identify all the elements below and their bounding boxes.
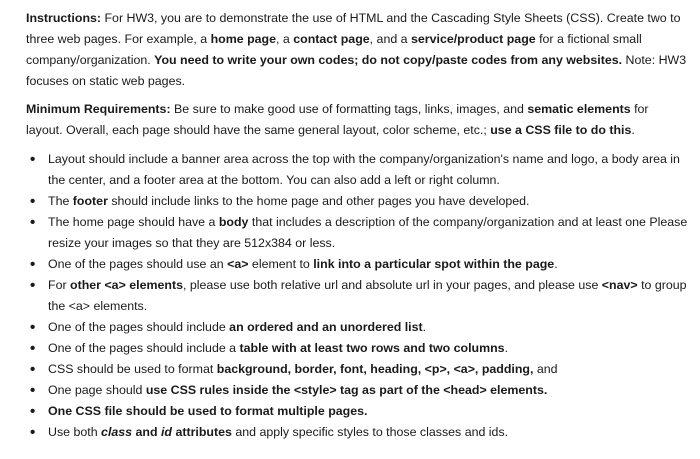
bold-run: link into a particular spot within the page (313, 257, 555, 271)
list-item (26, 212, 688, 254)
list-item (26, 149, 688, 191)
bullet-icon: • (30, 340, 36, 357)
text-run: Use both (48, 425, 102, 439)
bold-run: <a> (227, 257, 249, 271)
text-run: element to (248, 257, 314, 271)
list-item (26, 359, 688, 380)
bold-run: <nav> (601, 278, 638, 292)
text-run: . (422, 320, 427, 334)
text-run: . (631, 123, 635, 137)
text-run: For (48, 278, 71, 292)
list-item (26, 317, 688, 338)
bold-run: background, border, font, heading, <p>, <a>, padding, (216, 362, 534, 376)
bold-italic-run: id (160, 425, 172, 439)
text-run: CSS should be used to format (48, 362, 217, 376)
text-run: Layout should include a banner area across the top with the company/organization's name and logo, a body area in the center, and a footer area at the bottom. You can also add a left or right column. (48, 152, 680, 187)
text-run: that includes a description of the company/organization and at least one Please resize your images so that they are 512x384 or less. (48, 215, 688, 250)
bullet-icon: • (30, 361, 36, 378)
text-run: , please use both relative url and absolute url in your pages, and please use (182, 278, 602, 292)
bold-run: sematic elements (527, 102, 631, 116)
bold-italic-run: class (101, 425, 133, 439)
bold-run: other <a> elements (70, 278, 183, 292)
text-run: and apply specific styles to those classes and ids. (231, 425, 509, 439)
text-run: should include links to the home page and other pages you have developed. (107, 194, 530, 208)
list-item (26, 254, 688, 275)
bullet-icon: • (30, 319, 36, 336)
bold-run: home page (210, 32, 277, 46)
text-run: Note: HW3 focuses on static web pages. (26, 53, 687, 88)
bold-run: attributes (172, 425, 232, 439)
text-run: The home page should have a (48, 215, 219, 229)
list-item (26, 401, 688, 422)
bullet-icon: • (30, 193, 36, 210)
bullet-icon: • (30, 424, 36, 441)
bold-run: use CSS rules inside the <style> tag as part of the <head> elements. (145, 383, 548, 397)
instructions-label: Instructions: (26, 11, 102, 25)
bullet-icon: • (30, 214, 36, 231)
bold-run: service/product page (411, 32, 536, 46)
text-run: One of the pages should include (48, 320, 230, 334)
bullet-icon: • (30, 151, 36, 168)
list-item (26, 275, 688, 317)
text-run: The (48, 194, 73, 208)
text-run: . (504, 341, 509, 355)
bold-run: You need to write your own codes; do not copy/paste codes from any websites. (154, 53, 623, 67)
requirements-list (26, 149, 688, 443)
text-run: Be sure to make good use of formatting tags, links, images, and (170, 102, 528, 116)
text-run: for layout. Overall, each page should have the same general layout, color scheme, etc.; (26, 102, 649, 137)
list-item (26, 422, 688, 443)
list-item (26, 380, 688, 401)
text-run: and (533, 362, 558, 376)
bold-run: table with at least two rows and two columns (239, 341, 505, 355)
bold-run: and (132, 425, 161, 439)
bold-run: use a CSS file to do this (490, 123, 632, 137)
text-run: One of the pages should use an (48, 257, 228, 271)
bold-run: One CSS file should be used to format multiple pages. (48, 404, 368, 418)
bullet-icon: • (30, 256, 36, 273)
text-run: to group the <a> elements. (48, 278, 687, 313)
text-run: One page should (48, 383, 146, 397)
bullet-icon: • (30, 403, 36, 420)
bold-run: an ordered and an unordered list (229, 320, 423, 334)
text-run: One of the pages should include a (48, 341, 240, 355)
bold-run: footer (72, 194, 108, 208)
instructions-paragraph (26, 8, 688, 92)
list-item (26, 338, 688, 359)
bold-run: body (218, 215, 249, 229)
text-run: for a fictional small company/organization. (26, 32, 642, 67)
text-run: . (554, 257, 558, 271)
minimum-requirements-paragraph (26, 99, 688, 141)
bullet-icon: • (30, 382, 36, 399)
bold-run: contact page (293, 32, 370, 46)
bullet-icon: • (30, 277, 36, 294)
text-run: , and a (369, 32, 412, 46)
minimum-requirements-label: Minimum Requirements: (26, 102, 171, 116)
list-item (26, 191, 688, 212)
text-run: , a (276, 32, 294, 46)
text-run: For HW3, you are to demonstrate the use of HTML and the Cascading Style Sheets (CSS). Create two to three web pages. For example, a (26, 11, 681, 46)
